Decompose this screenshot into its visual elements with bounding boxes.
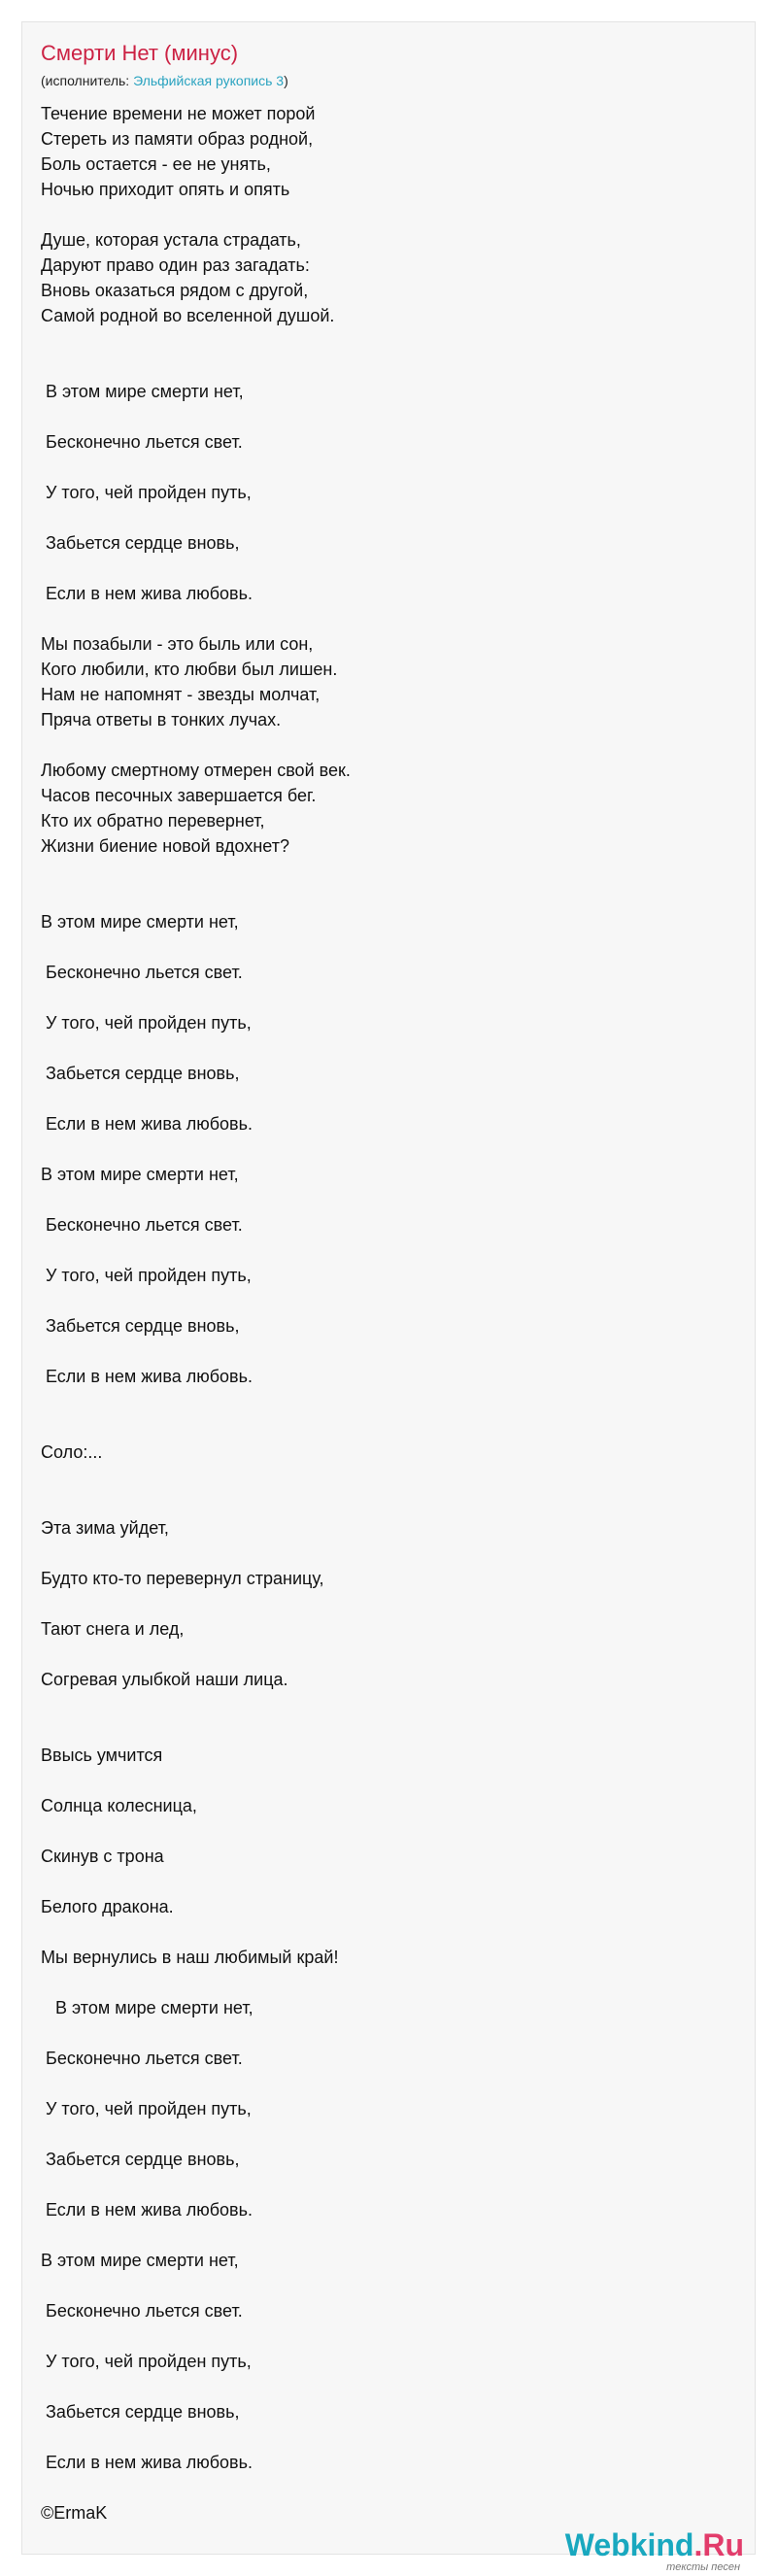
performer-label: (исполнитель: [41, 73, 134, 88]
lyric-blank-line [41, 2222, 721, 2248]
lyric-line: Жизни биение новой вдохнет? [41, 836, 289, 856]
lyric-line: Если в нем жива любовь. [41, 2453, 253, 2472]
lyric-line: Согревая улыбкой наши лица. [41, 1670, 288, 1689]
lyric-line: Забьется сердце вновь, [41, 2150, 240, 2169]
lyric-line: Будто кто-то перевернул страницу, [41, 1569, 324, 1588]
credit-signature: ©ErmaK [41, 2503, 108, 2523]
lyric-blank-line [41, 354, 721, 379]
lyric-line: Вновь оказаться рядом с другой, [41, 281, 309, 300]
lyric-blank-line [41, 328, 721, 354]
lyric-line: В этом мире смерти нет, [41, 2251, 239, 2270]
lyric-line: Часов песочных завершается бег. [41, 786, 317, 805]
song-title: Смерти Нет (минус) [41, 41, 239, 65]
lyric-blank-line [41, 606, 721, 631]
lyric-blank-line [41, 1035, 721, 1061]
lyric-line: В этом мире смерти нет, [41, 382, 244, 401]
lyric-line: Мы вернулись в наш любимый край! [41, 1948, 339, 1967]
lyric-line: Кто их обратно перевернет, [41, 811, 265, 830]
lyric-line: У того, чей пройден путь, [41, 1266, 252, 1285]
logo-tld: Ru [702, 2527, 744, 2562]
lyric-line: Мы позабыли - это быль или сон, [41, 634, 314, 654]
lyric-line: Самой родной во вселенной душой. [41, 306, 335, 325]
lyric-line: Если в нем жива любовь. [41, 1114, 253, 1134]
lyric-line: Боль остается - ее не унять, [41, 154, 271, 174]
lyric-blank-line [41, 2121, 721, 2147]
lyric-blank-line [41, 1591, 721, 1616]
lyric-blank-line [41, 1869, 721, 1894]
lyric-line: Если в нем жива любовь. [41, 1367, 253, 1386]
lyric-line: Бесконечно льется свет. [41, 963, 243, 982]
lyric-line: У того, чей пройден путь, [41, 2099, 252, 2118]
site-logo[interactable] [564, 2527, 744, 2573]
lyric-line: Соло:... [41, 1442, 103, 1462]
lyric-blank-line [41, 2273, 721, 2298]
lyric-line: Забьется сердце вновь, [41, 2402, 240, 2422]
lyric-blank-line [41, 1136, 721, 1162]
lyric-line: В этом мире смерти нет, [41, 912, 239, 932]
lyric-blank-line [41, 1818, 721, 1844]
logo-tagline: тексты песен [666, 2561, 740, 2573]
lyric-blank-line [41, 404, 721, 429]
lyric-blank-line [41, 2172, 721, 2197]
lyric-line: В этом мире смерти нет, [41, 1998, 253, 2017]
performer-line [41, 72, 288, 89]
lyric-line: Бесконечно льется свет. [41, 432, 243, 452]
lyric-blank-line [41, 1642, 721, 1667]
lyric-blank-line [41, 202, 721, 227]
lyric-line: Скинув с трона [41, 1847, 164, 1866]
lyric-blank-line [41, 505, 721, 530]
lyric-line: Пряча ответы в тонких лучах. [41, 710, 282, 729]
lyric-blank-line [41, 1692, 721, 1717]
lyric-blank-line [41, 2323, 721, 2349]
lyric-line: Бесконечно льется свет. [41, 2301, 243, 2321]
lyric-blank-line [41, 1237, 721, 1263]
lyric-line: Забьется сердце вновь, [41, 1064, 240, 1083]
lyric-blank-line [41, 1768, 721, 1793]
lyric-line: Любому смертному отмерен свой век. [41, 761, 351, 780]
lyric-blank-line [41, 934, 721, 960]
lyric-line: Забьется сердце вновь, [41, 533, 240, 553]
lyric-blank-line [41, 2424, 721, 2450]
lyric-blank-line [41, 1414, 721, 1440]
lyrics-body [41, 101, 721, 2475]
lyric-line: Тают снега и лед, [41, 1619, 185, 1639]
lyric-blank-line [41, 2374, 721, 2399]
lyric-blank-line [41, 556, 721, 581]
lyric-line: Ночью приходит опять и опять [41, 180, 290, 199]
lyric-blank-line [41, 2071, 721, 2096]
lyric-line: Если в нем жива любовь. [41, 584, 253, 603]
lyric-line: Эта зима уйдет, [41, 1518, 169, 1538]
logo-wordmark [565, 2529, 744, 2560]
lyric-line: Даруют право один раз загадать: [41, 255, 310, 275]
lyric-blank-line [41, 1970, 721, 1995]
lyric-blank-line [41, 1389, 721, 1414]
lyric-blank-line [41, 1490, 721, 1515]
lyric-blank-line [41, 985, 721, 1010]
logo-main-text: Webkind [564, 2527, 694, 2562]
lyric-blank-line [41, 1717, 721, 1743]
lyric-line: Душе, которая устала страдать, [41, 230, 301, 250]
lyric-line: У того, чей пройден путь, [41, 2352, 252, 2371]
logo-dot: . [693, 2527, 703, 2562]
lyric-line: Белого дракона. [41, 1897, 174, 1916]
lyric-blank-line [41, 884, 721, 909]
artist-link[interactable]: Эльфийская рукопись 3 [133, 73, 285, 88]
lyric-blank-line [41, 2020, 721, 2046]
lyric-blank-line [41, 732, 721, 758]
lyric-line: Если в нем жива любовь. [41, 2200, 253, 2220]
lyric-line: Бесконечно льется свет. [41, 2049, 243, 2068]
lyric-line: У того, чей пройден путь, [41, 1013, 252, 1033]
lyric-line: Забьется сердце вновь, [41, 1316, 240, 1336]
lyric-blank-line [41, 1187, 721, 1212]
lyric-line: Ввысь умчится [41, 1746, 163, 1765]
lyric-line: В этом мире смерти нет, [41, 1165, 239, 1184]
lyric-blank-line [41, 1465, 721, 1490]
lyric-blank-line [41, 1086, 721, 1111]
lyric-line: У того, чей пройден путь, [41, 483, 252, 502]
lyric-blank-line [41, 1919, 721, 1945]
lyric-blank-line [41, 1339, 721, 1364]
lyric-blank-line [41, 859, 721, 884]
lyric-line: Стереть из памяти образ родной, [41, 129, 314, 149]
lyric-line: Кого любили, кто любви был лишен. [41, 660, 338, 679]
lyric-line: Течение времени не может порой [41, 104, 316, 123]
performer-suffix: ) [284, 73, 288, 88]
lyric-blank-line [41, 1288, 721, 1313]
lyric-line: Бесконечно льется свет. [41, 1215, 243, 1235]
lyric-blank-line [41, 455, 721, 480]
lyric-blank-line [41, 1541, 721, 1566]
lyric-line: Солнца колесница, [41, 1796, 197, 1815]
lyric-line: Нам не напомнят - звезды молчат, [41, 685, 321, 704]
